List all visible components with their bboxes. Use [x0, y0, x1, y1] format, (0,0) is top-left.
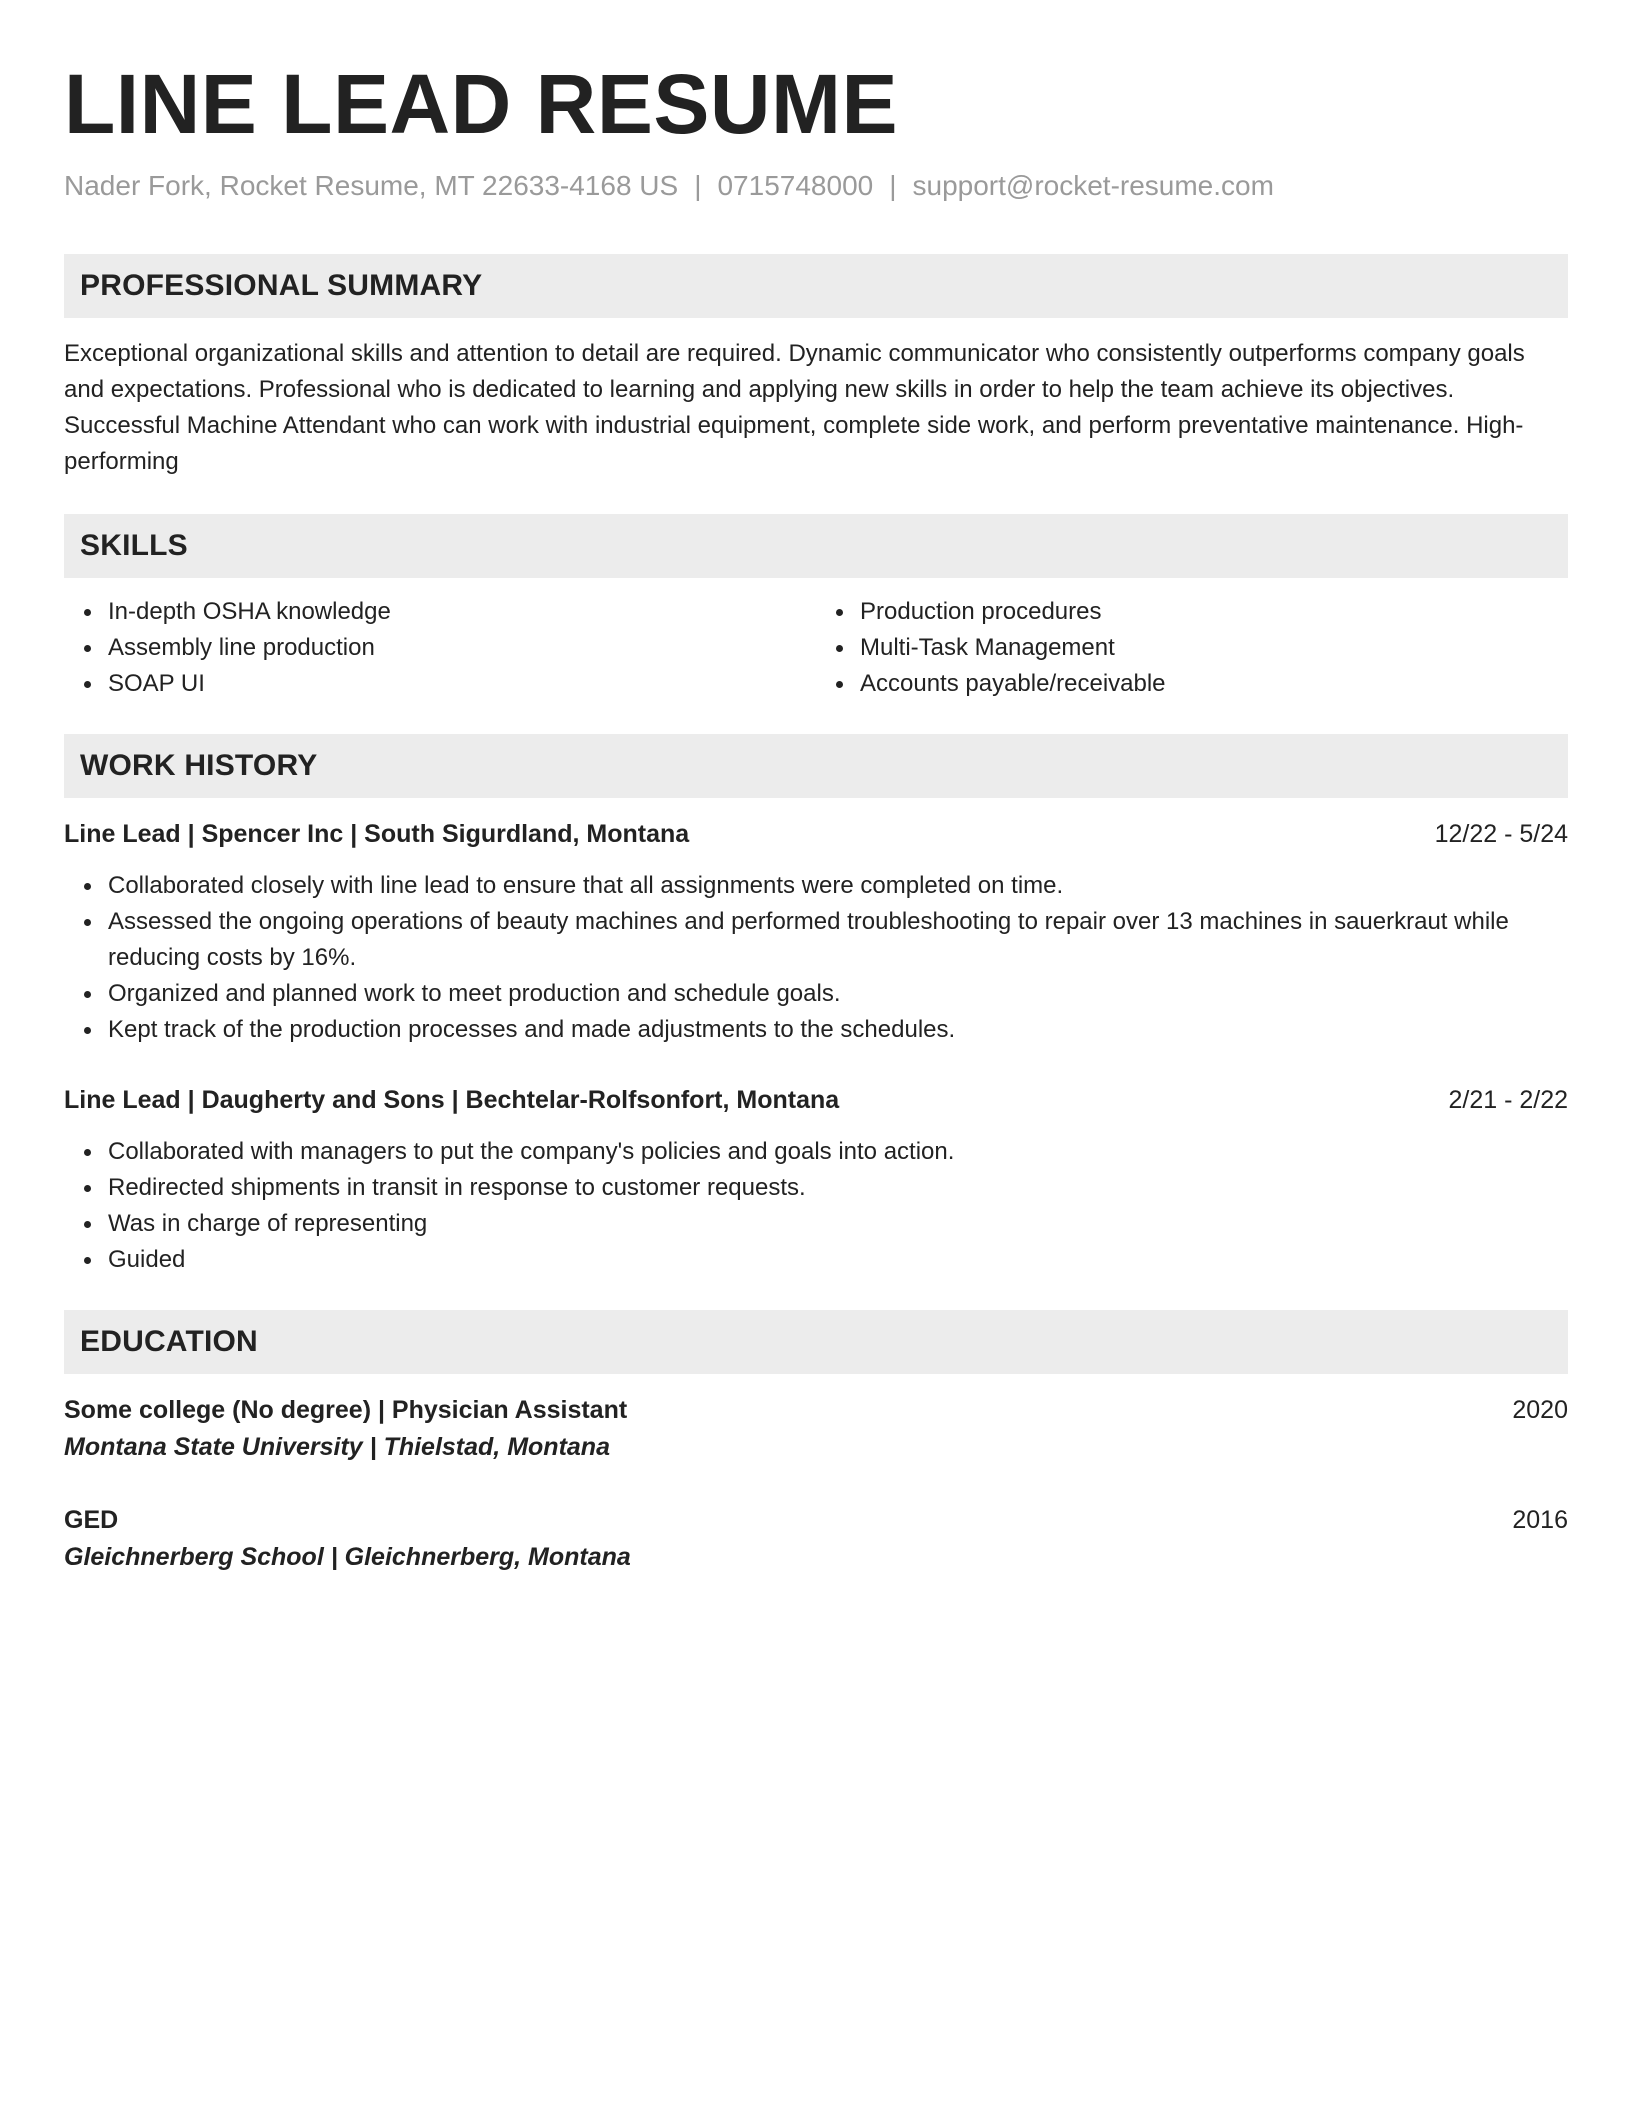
job-bullet: Guided [108, 1242, 1568, 1278]
education-year: 2016 [1512, 1506, 1568, 1534]
job-bullet: Collaborated with managers to put the company's policies and goals into action. [108, 1134, 1568, 1170]
job-header [64, 1082, 1568, 1118]
education-year: 2020 [1512, 1396, 1568, 1424]
job-bullets [64, 868, 1568, 1048]
skill-item: In-depth OSHA knowledge [108, 594, 816, 630]
contact-email: support@rocket-resume.com [912, 170, 1274, 201]
education-school: Gleichnerberg School | Gleichnerberg, Montana [64, 1543, 631, 1571]
job-header [64, 816, 1568, 852]
contact-line [64, 168, 1568, 204]
job-bullet: Redirected shipments in transit in response to customer requests. [108, 1170, 1568, 1206]
job-title: Line Lead | Spencer Inc | South Sigurdland, Montana [64, 820, 690, 848]
education-header [64, 1502, 1568, 1538]
job-bullet: Kept track of the production processes and made adjustments to the schedules. [108, 1012, 1568, 1048]
skill-item: SOAP UI [108, 666, 816, 702]
section-header-skills: SKILLS [64, 514, 1568, 578]
job-bullet: Was in charge of representing [108, 1206, 1568, 1242]
resume-title: LINE LEAD RESUME [64, 57, 899, 151]
skill-item: Accounts payable/receivable [860, 666, 1568, 702]
skills-list-right [816, 594, 1568, 702]
skill-item: Multi-Task Management [860, 630, 1568, 666]
education-school: Montana State University | Thielstad, Montana [64, 1433, 610, 1461]
job-dates: 12/22 - 5/24 [1434, 820, 1568, 848]
education-entry [64, 1392, 1568, 1466]
contact-address: Nader Fork, Rocket Resume, MT 22633-4168 US [64, 170, 679, 201]
education-degree: Some college (No degree) | Physician Assistant [64, 1396, 628, 1424]
summary-text: Exceptional organizational skills and attention to detail are required. Dynamic communicator who consistently outperforms company goals and expectations. Professional who is dedicated to learning and applying new skills in order to help the team achieve its objectives. Successful Machine Attendant who can work with industrial equipment, complete side work, and perform preventative maintenance. High-performing [64, 340, 1525, 475]
skills-grid [64, 594, 1568, 702]
education-entry [64, 1502, 1568, 1576]
section-header-work-history: WORK HISTORY [64, 734, 1568, 798]
education-degree: GED [64, 1506, 119, 1534]
section-header-education: EDUCATION [64, 1310, 1568, 1374]
job-entry [64, 816, 1568, 1048]
skills-list-left [64, 594, 816, 702]
job-dates: 2/21 - 2/22 [1448, 1086, 1568, 1114]
skill-item: Assembly line production [108, 630, 816, 666]
job-entry [64, 1082, 1568, 1278]
skill-item: Production procedures [860, 594, 1568, 630]
job-bullets [64, 1134, 1568, 1278]
job-title: Line Lead | Daugherty and Sons | Bechtelar-Rolfsonfort, Montana [64, 1086, 840, 1114]
contact-separator: | [694, 170, 702, 201]
job-bullet: Collaborated closely with line lead to ensure that all assignments were completed on time. [108, 868, 1568, 904]
job-bullet: Organized and planned work to meet production and schedule goals. [108, 976, 1568, 1012]
contact-separator: | [889, 170, 897, 201]
job-bullet: Assessed the ongoing operations of beauty machines and performed troubleshooting to repair over 13 machines in sauerkraut while reducing costs by 16%. [108, 904, 1568, 976]
education-header [64, 1392, 1568, 1428]
section-header-summary: PROFESSIONAL SUMMARY [64, 254, 1568, 318]
contact-phone: 0715748000 [717, 170, 874, 201]
